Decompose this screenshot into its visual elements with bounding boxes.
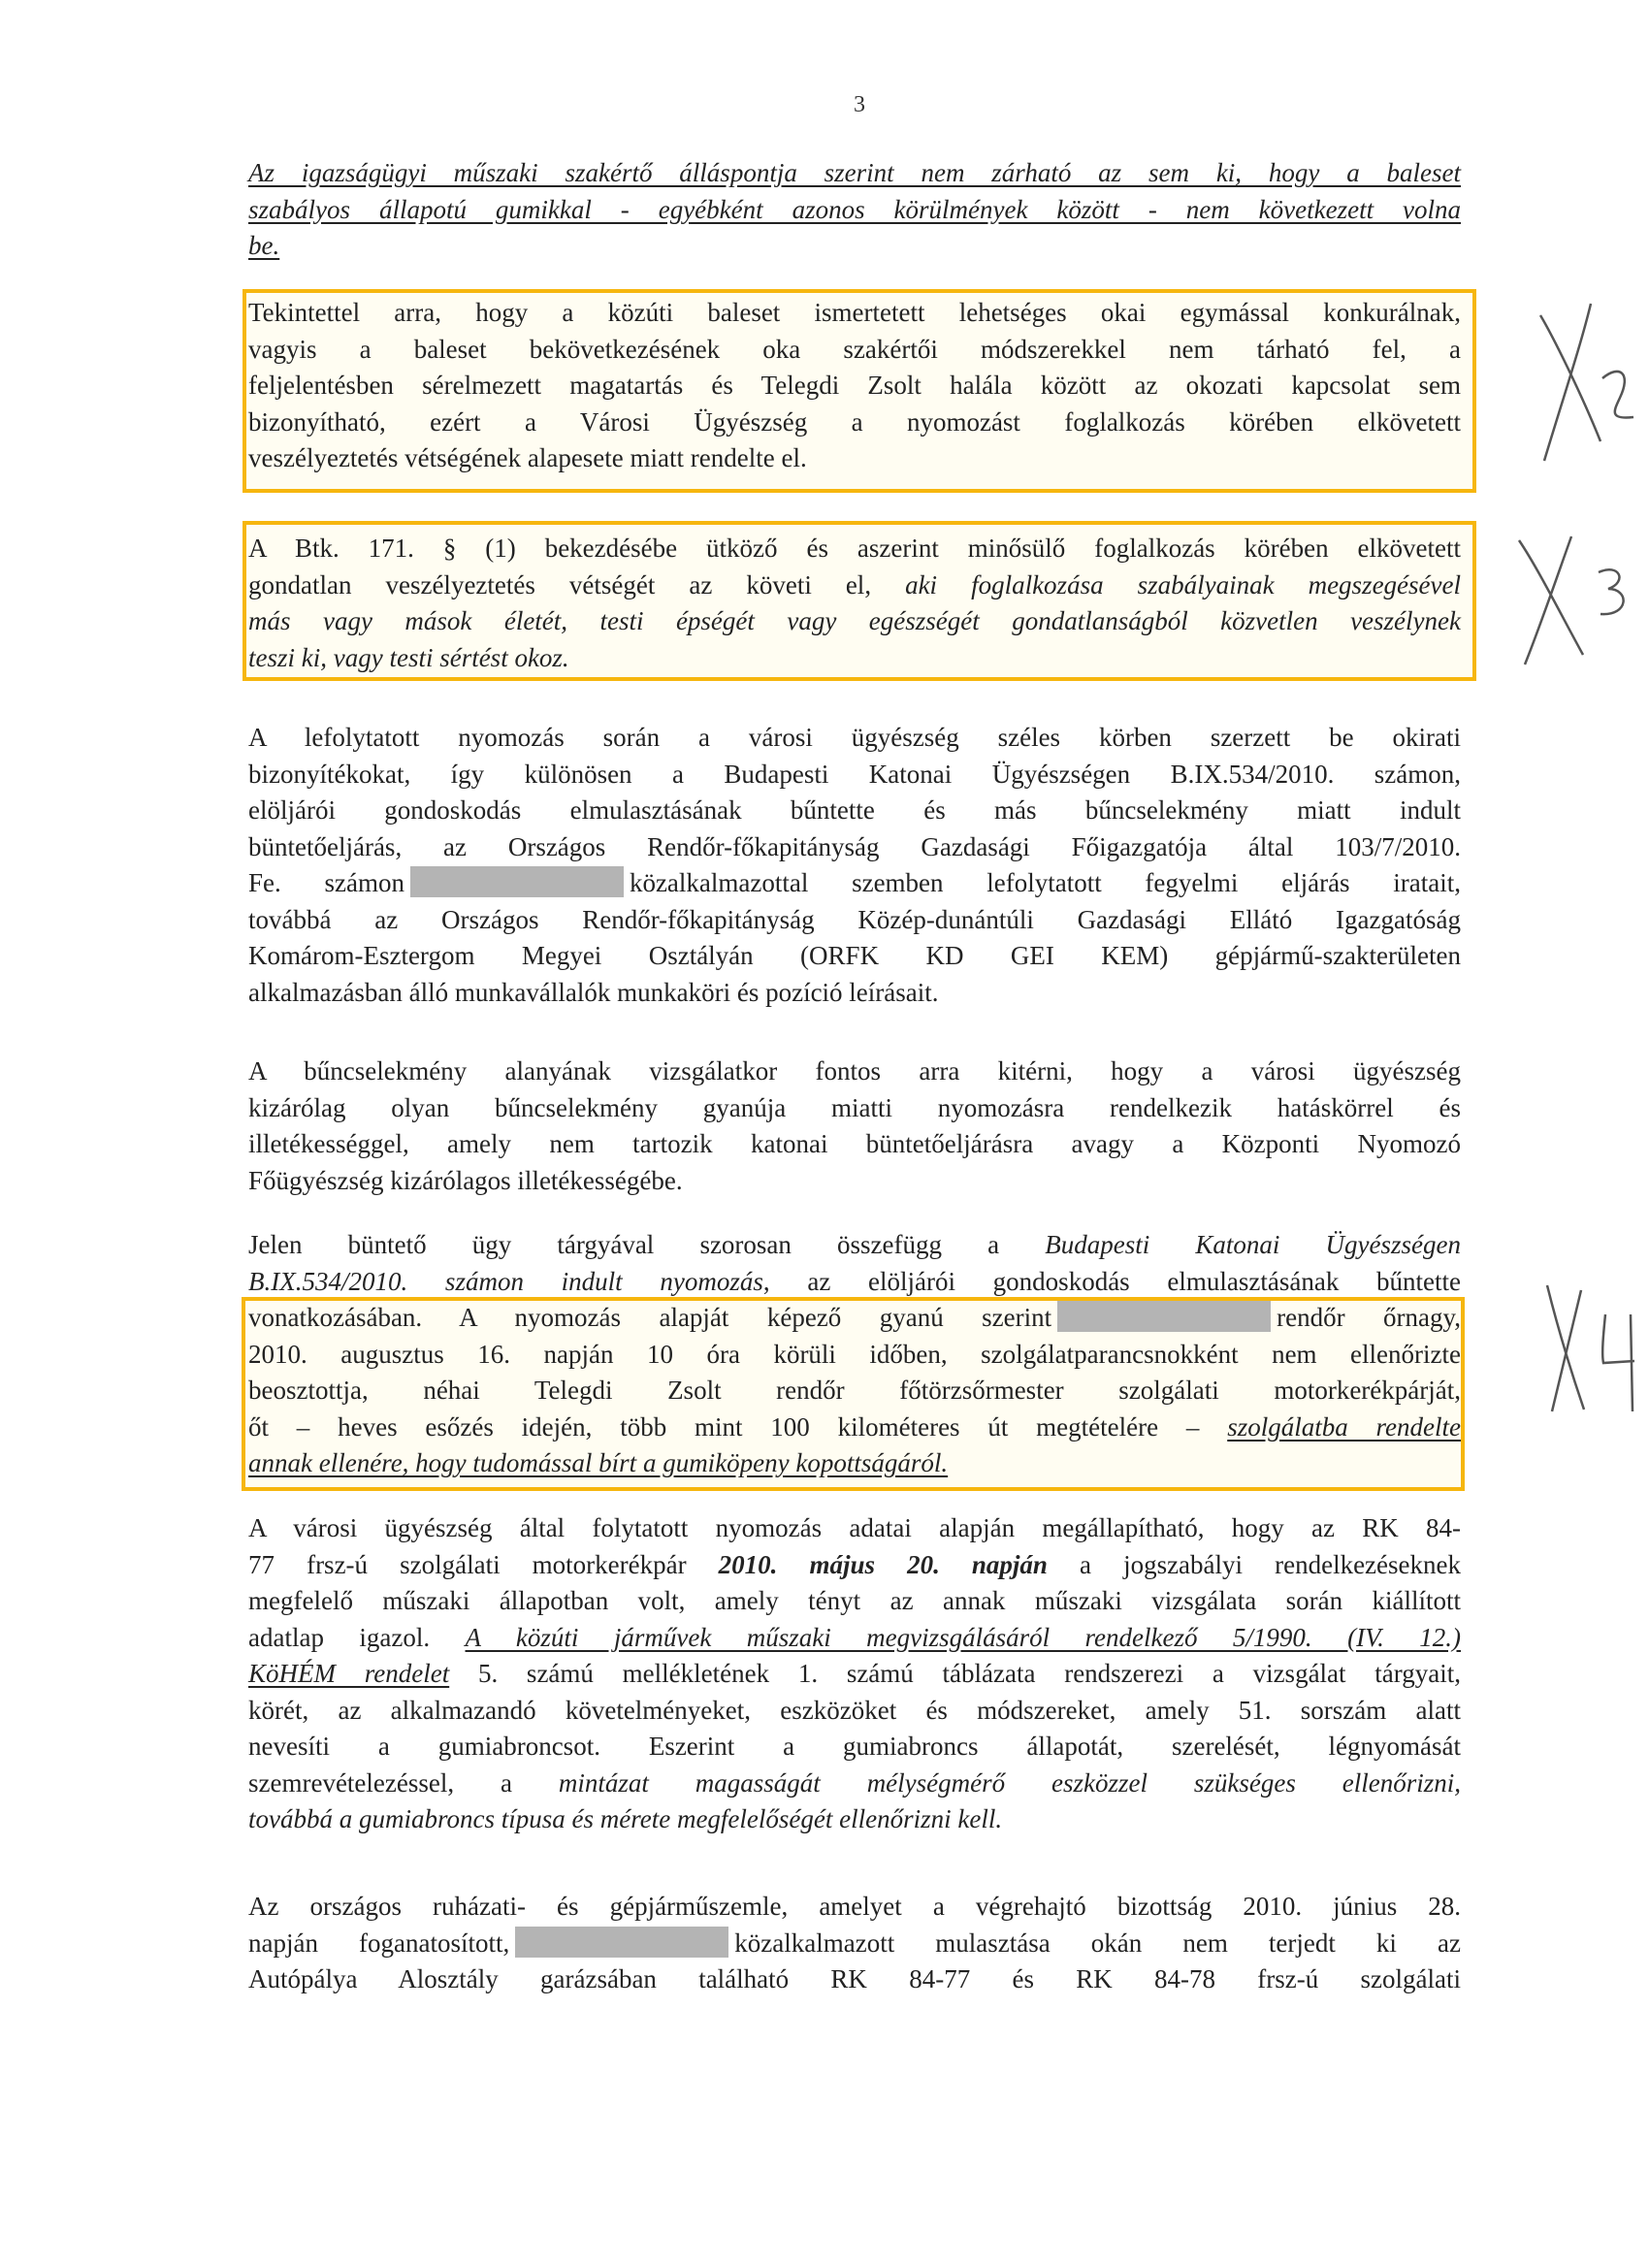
text-segment: mintázat magasságát mélységmérő eszközzel szükséges ellenőrizni, bbox=[558, 1767, 1461, 1798]
text-segment: továbbá az Országos Rendőr-főkapitányság Közép-dunántúli Gazdasági Ellátó Igazgatóság bbox=[248, 904, 1461, 934]
paragraph-jurisdiction bbox=[248, 1053, 1461, 1199]
text-line bbox=[248, 192, 1461, 229]
text-line bbox=[248, 1583, 1461, 1620]
text-line bbox=[248, 1264, 1461, 1301]
text-segment: 77 frsz-ú szolgálati motorkerékpár bbox=[248, 1549, 719, 1579]
text-line bbox=[248, 155, 1461, 192]
handwritten-mark-x3 bbox=[1513, 529, 1634, 669]
text-segment: szemrevételezéssel, a bbox=[248, 1767, 559, 1798]
text-line bbox=[248, 938, 1461, 975]
paragraph-causality bbox=[248, 295, 1461, 477]
text-line bbox=[248, 603, 1461, 640]
text-segment: Budapesti Katonai Ügyészségen bbox=[1045, 1230, 1461, 1259]
text-segment: Az igazságügyi műszaki szakértő álláspontja szerint nem zárható az sem ki, hogy a baleset bbox=[248, 158, 1461, 187]
paragraph-inspection bbox=[248, 1889, 1461, 1998]
text-segment: megfelelő műszaki állapotban volt, amely tényt az annak műszaki vizsgálata során kiállított bbox=[248, 1586, 1461, 1615]
text-line bbox=[248, 1693, 1461, 1730]
text-line bbox=[248, 332, 1461, 369]
text-line bbox=[248, 1961, 1461, 1998]
text-segment: továbbá a gumiabroncs típusa és mérete megfelelőségét ellenőrizni kell. bbox=[248, 1804, 1003, 1833]
text-line bbox=[248, 228, 1461, 265]
text-segment: teszi ki, vagy testi sértést okoz. bbox=[248, 642, 569, 672]
text-segment: A bűncselekmény alanyának vizsgálatkor fontos arra kitérni, hogy a városi ügyészség bbox=[248, 1056, 1461, 1085]
text-segment: beosztottja, néhai Telegdi Zsolt rendőr főtörzsőrmester szolgálati motorkerékpárját, bbox=[248, 1376, 1461, 1405]
handwritten-mark-x2 bbox=[1533, 296, 1639, 470]
text-segment: alkalmazásban álló munkavállalók munkaköri és pozíció leírásait. bbox=[248, 977, 939, 1007]
text-line bbox=[248, 1445, 1461, 1482]
redacted-name bbox=[515, 1927, 728, 1958]
text-segment: elöljárói gondoskodás elmulasztásának bűntette és más bűncselekmény miatt indult bbox=[248, 795, 1461, 825]
text-line bbox=[248, 1620, 1461, 1657]
text-line bbox=[248, 531, 1461, 567]
text-segment: körét, az alkalmazandó követelményeket, eszközöket és módszereket, amely 51. sorszám alatt bbox=[248, 1695, 1461, 1725]
text-line bbox=[248, 1547, 1461, 1584]
paragraph-technical-state bbox=[248, 1510, 1461, 1838]
text-segment: A városi ügyészség által folytatott nyomozás adatai alapján megállapítható, hogy az RK 84- bbox=[248, 1513, 1461, 1542]
text-segment: nevesíti a gumiabroncsot. Eszerint a gumiabroncs állapotát, szerelését, légnyomását bbox=[248, 1732, 1461, 1761]
text-line bbox=[248, 1126, 1461, 1163]
text-line bbox=[248, 1053, 1461, 1090]
text-segment: rendőr őrnagy, bbox=[1277, 1303, 1461, 1332]
handwritten-mark-x4 bbox=[1537, 1276, 1644, 1416]
text-line bbox=[248, 865, 1461, 902]
text-segment: KöHÉM rendelet bbox=[248, 1659, 450, 1688]
text-line bbox=[248, 902, 1461, 939]
text-segment: szabályos állapotú gumikkal - egyébként azonos körülmények között - nem következett volna bbox=[248, 194, 1461, 224]
text-segment: 5. számú mellékletének 1. számú táblázata rendszerezi a vizsgálat tárgyait, bbox=[449, 1659, 1462, 1688]
text-segment: vonatkozásában. A nyomozás alapját képező gyanú szerint bbox=[248, 1303, 1052, 1332]
paragraph-expert-opinion bbox=[248, 155, 1461, 265]
text-segment: 2010. augusztus 16. napján 10 óra körüli időben, szolgálatparancsnokként nem ellenőrizte bbox=[248, 1339, 1461, 1369]
text-segment: A Btk. 171. § (1) bekezdésébe ütköző és aszerint minősülő foglalkozás körében elkövetett bbox=[248, 534, 1461, 563]
text-segment: más vagy mások életét, testi épségét vagy egészségét gondatlanságból közvetlen veszélynek bbox=[248, 606, 1461, 635]
text-line bbox=[248, 405, 1461, 441]
text-segment: B.IX.534/2010. számon indult nyomozás bbox=[248, 1266, 763, 1296]
text-segment: Autópálya Alosztály garázsában található RK 84-77 és RK 84-78 frsz-ú szolgálati bbox=[248, 1964, 1461, 1993]
text-segment: közalkalmazott mulasztása okán nem terjedt ki az bbox=[734, 1928, 1461, 1958]
page-number: 3 bbox=[854, 92, 865, 117]
text-segment: vagyis a baleset bekövetkezésének oka szakértői módszerekkel nem tárható fel, a bbox=[248, 334, 1461, 364]
text-segment: büntetőeljárás, az Országos Rendőr-főkapitányság Gazdasági Főigazgatója által 103/7/2010. bbox=[248, 831, 1461, 861]
text-segment: A közúti járművek műszaki megvizsgálásáról rendelkező 5/1990. (IV. 12.) bbox=[465, 1622, 1461, 1652]
paragraph-related-case bbox=[248, 1227, 1461, 1482]
text-segment: aki foglalkozása szabályainak megszegésével bbox=[905, 569, 1461, 599]
text-segment: őt – heves esőzés idején, több mint 100 kilométeres út megtételére – bbox=[248, 1411, 1228, 1442]
text-segment: , az elöljárói gondoskodás elmulasztásának bűntette bbox=[762, 1266, 1461, 1296]
paragraph-evidence bbox=[248, 720, 1461, 1011]
text-line bbox=[248, 640, 1461, 677]
text-line bbox=[248, 829, 1461, 866]
text-segment: Komárom-Esztergom Megyei Osztályán (ORFK KD GEI KEM) gépjármű-szakterületen bbox=[248, 941, 1461, 970]
text-line bbox=[248, 1227, 1461, 1264]
text-line bbox=[248, 1656, 1461, 1693]
redacted-name bbox=[1057, 1301, 1271, 1332]
paragraph-btk-171 bbox=[248, 531, 1461, 676]
text-segment: gondatlan veszélyeztetés vétségét az követi el, bbox=[248, 569, 906, 599]
text-segment: veszélyeztetés vétségének alapesete miatt rendelte el. bbox=[248, 443, 807, 472]
text-segment: adatlap igazol. bbox=[248, 1622, 466, 1652]
text-segment: közalkalmazottal szemben lefolytatott fegyelmi eljárás iratait, bbox=[629, 868, 1461, 897]
text-line bbox=[248, 1373, 1461, 1409]
text-segment: kizárólag olyan bűncselekmény gyanúja miatti nyomozásra rendelkezik hatáskörrel és bbox=[248, 1092, 1461, 1122]
text-segment: 2010. május 20. napján bbox=[718, 1549, 1048, 1579]
text-line bbox=[248, 1926, 1461, 1962]
text-segment: szolgálatba rendelte bbox=[1227, 1411, 1462, 1442]
text-segment: bizonyítékokat, így különösen a Budapesti Katonai Ügyészségen B.IX.534/2010. számon, bbox=[248, 759, 1461, 789]
text-line bbox=[248, 720, 1461, 757]
text-line bbox=[248, 1766, 1461, 1802]
text-segment: Az országos ruházati- és gépjárműszemle, amelyet a végrehajtó bizottság 2010. június 28. bbox=[248, 1892, 1461, 1921]
text-line bbox=[248, 295, 1461, 332]
text-line bbox=[248, 975, 1461, 1012]
text-segment: Jelen büntető ügy tárgyával szorosan összefügg a bbox=[248, 1230, 1046, 1259]
text-segment: feljelentésben sérelmezett magatartás és Telegdi Zsolt halála között az okozati kapcsolat sem bbox=[248, 371, 1461, 400]
text-line bbox=[248, 757, 1461, 794]
text-line bbox=[248, 1510, 1461, 1547]
text-line bbox=[248, 1889, 1461, 1926]
text-segment: Főügyészség kizárólagos illetékességébe. bbox=[248, 1165, 683, 1195]
text-line bbox=[248, 1409, 1461, 1446]
text-segment: Tekintettel arra, hogy a közúti baleset ismertetett lehetséges okai egymással konkurálnak, bbox=[248, 298, 1461, 327]
text-segment: be. bbox=[248, 231, 280, 260]
text-line bbox=[248, 1163, 1461, 1200]
text-line bbox=[248, 440, 1461, 477]
text-segment: Fe. számon bbox=[248, 868, 404, 897]
text-line bbox=[248, 567, 1461, 604]
text-line bbox=[248, 793, 1461, 829]
text-segment: illetékességgel, amely nem tartozik katonai büntetőeljárásra avagy a Központi Nyomozó bbox=[248, 1129, 1461, 1158]
text-line bbox=[248, 1337, 1461, 1374]
text-segment: annak ellenére, hogy tudomással bírt a gumiköpeny kopottságáról. bbox=[248, 1448, 949, 1477]
text-segment: a jogszabályi rendelkezéseknek bbox=[1047, 1549, 1461, 1579]
text-line bbox=[248, 1729, 1461, 1766]
redacted-name bbox=[410, 866, 624, 897]
text-segment: A lefolytatott nyomozás során a városi ügyészség széles körben szerzett be okirati bbox=[248, 723, 1461, 752]
text-line bbox=[248, 368, 1461, 405]
text-segment: bizonyítható, ezért a Városi Ügyészség a nyomozást foglalkozás körében elkövetett bbox=[248, 406, 1461, 437]
text-line bbox=[248, 1090, 1461, 1127]
text-segment: napján foganatosított, bbox=[248, 1928, 510, 1958]
text-line bbox=[248, 1300, 1461, 1337]
text-line bbox=[248, 1801, 1461, 1838]
